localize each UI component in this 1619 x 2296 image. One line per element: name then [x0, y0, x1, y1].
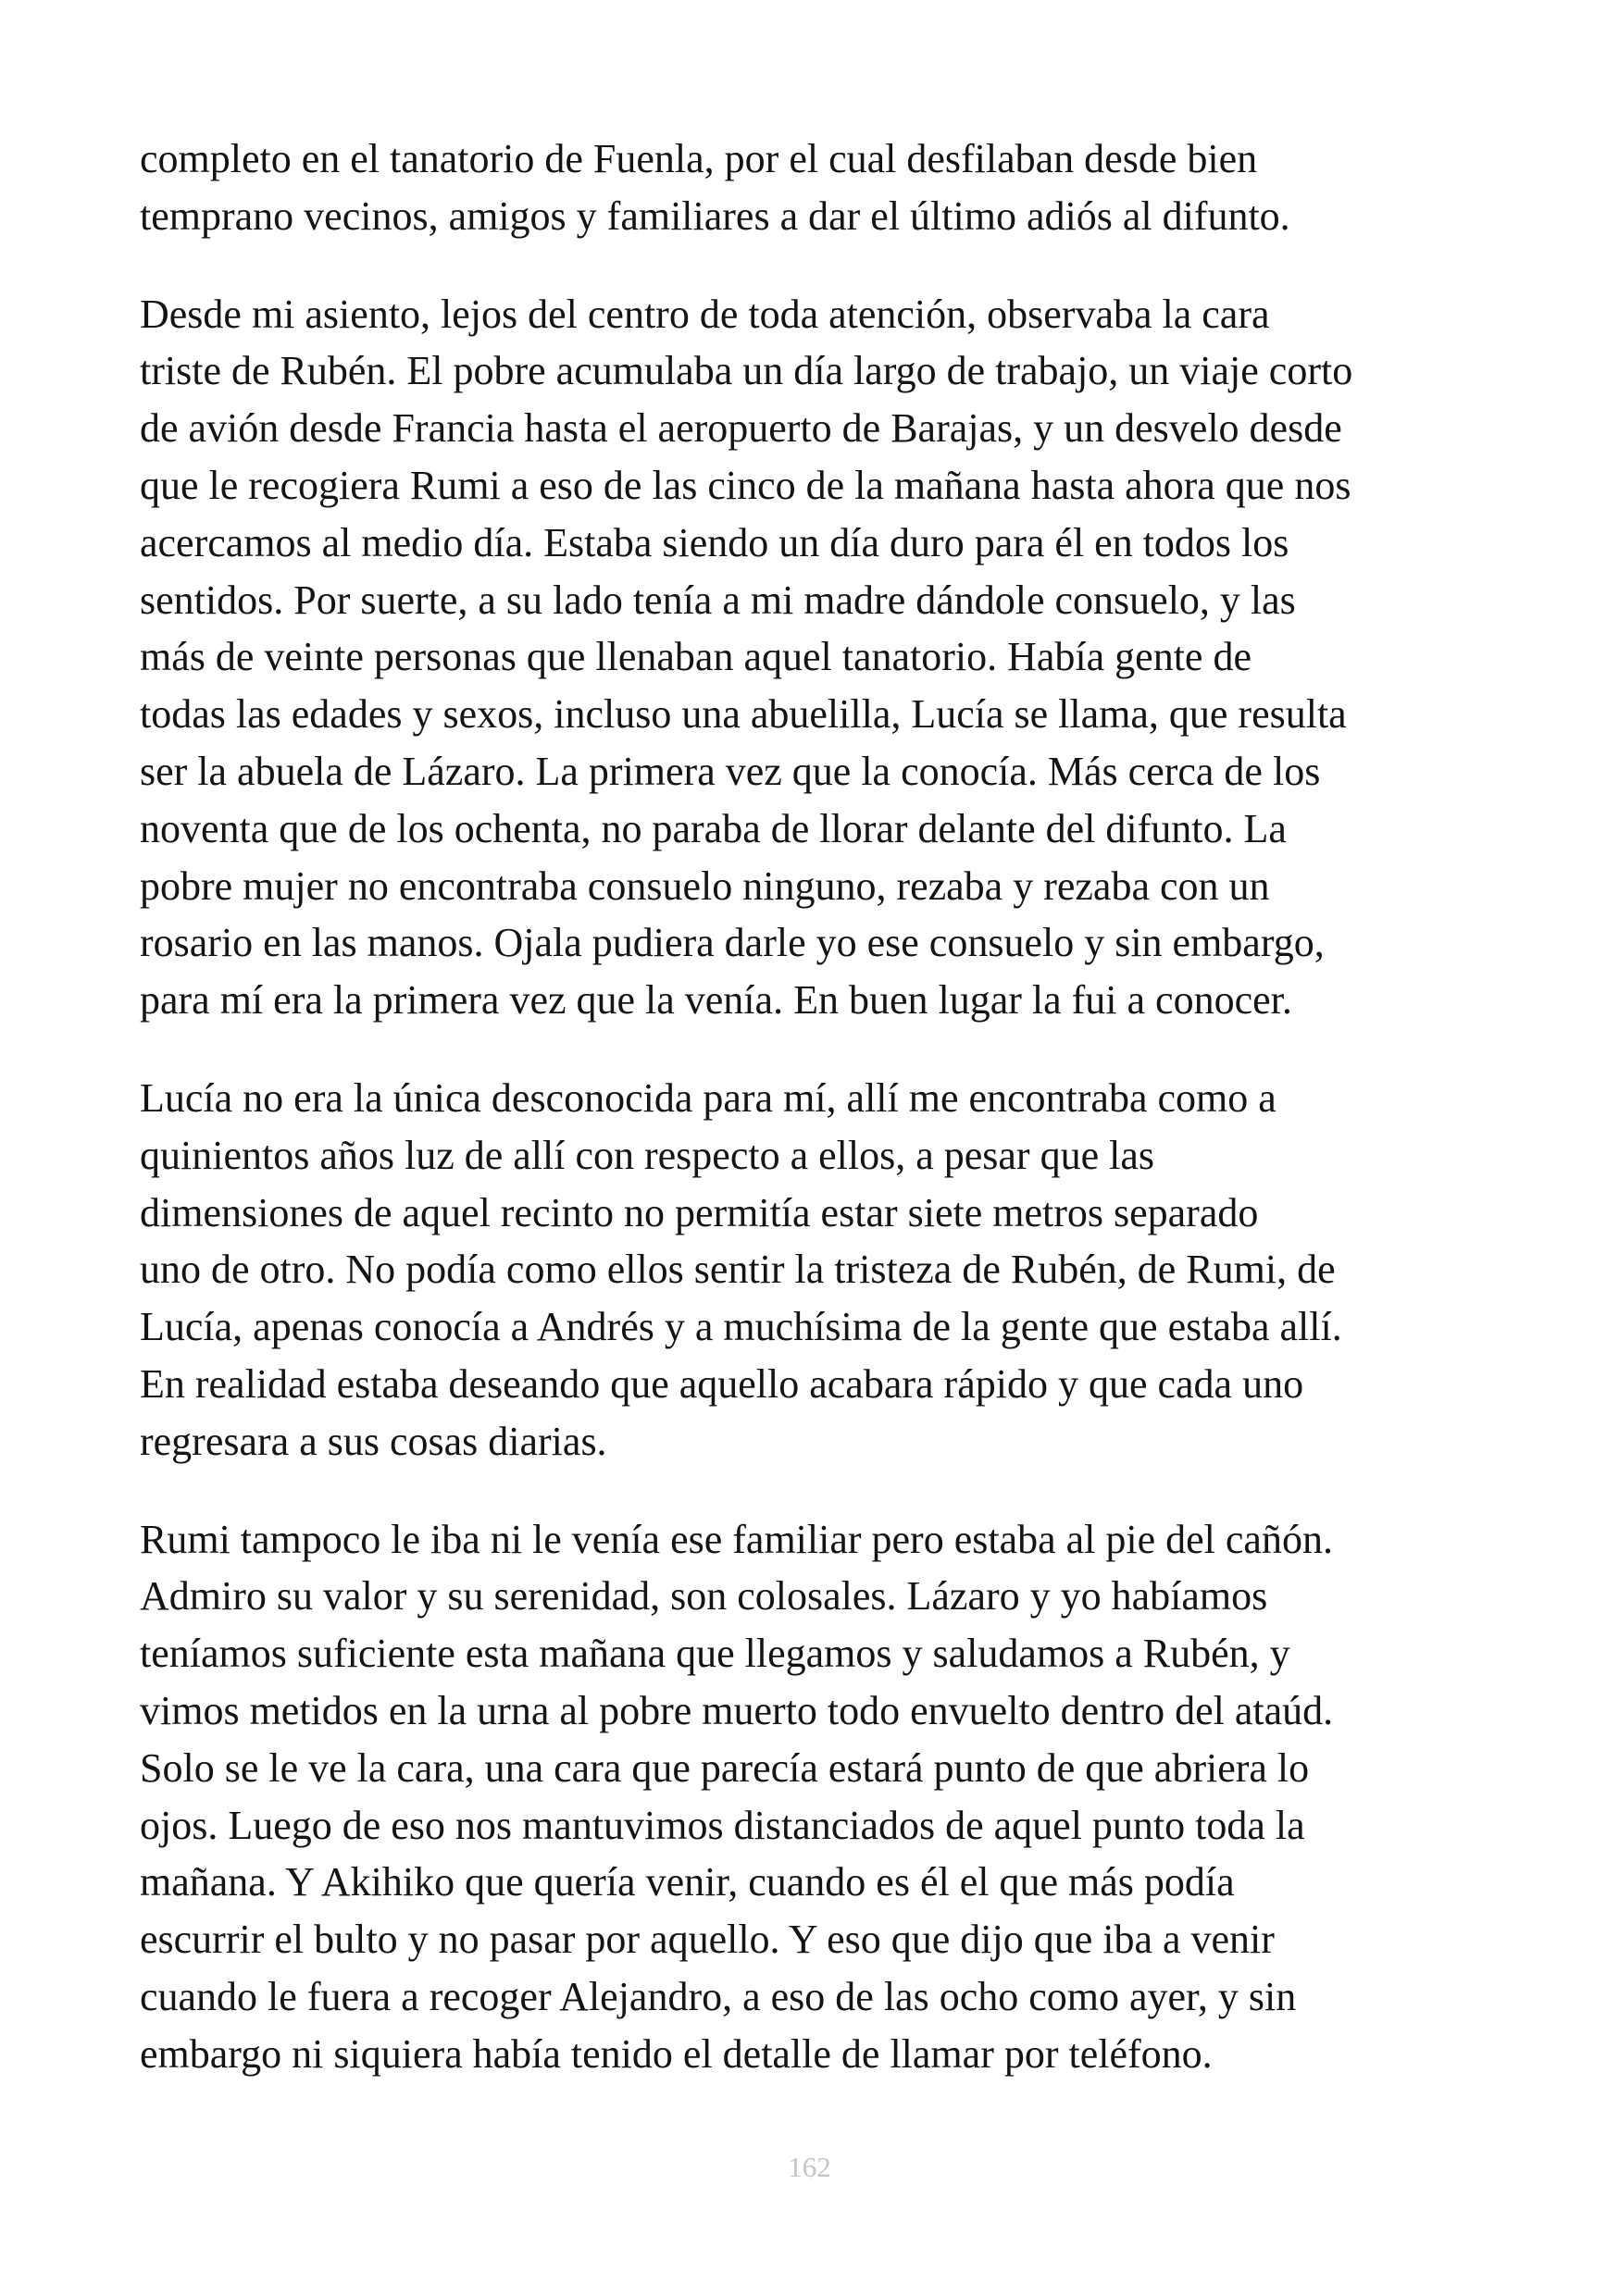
text-line: mañana. Y Akihiko que quería venir, cuando es él el que más podía	[140, 1859, 1235, 1905]
text-line: vimos metidos en la urna al pobre muerto todo envuelto dentro del ataúd.	[140, 1687, 1334, 1733]
text-line: ojos. Luego de eso nos mantuvimos distanciados de aquel punto toda la	[140, 1802, 1305, 1848]
text-line: uno de otro. No podía como ellos sentir la tristeza de Rubén, de Rumi, de	[140, 1247, 1336, 1293]
paragraph-gap	[140, 1029, 1491, 1070]
text-line: que le recogiera Rumi a eso de las cinco de la mañana hasta ahora que nos	[140, 462, 1351, 508]
text-line: dimensiones de aquel recinto no permitía estar siete metros separado	[140, 1189, 1259, 1235]
text-line: completo en el tanatorio de Fuenla, por el cual desfilaban desde bien	[140, 136, 1258, 181]
text-line: pobre mujer no encontraba consuelo ninguno, rezaba y rezaba con un	[140, 863, 1270, 909]
paragraph-3	[140, 1070, 1491, 1471]
paragraph-gap	[140, 1471, 1491, 1511]
paragraph-gap	[140, 245, 1491, 286]
body-text	[140, 130, 1491, 2083]
text-line: embargo ni siquiera había tenido el detalle de llamar por teléfono.	[140, 2030, 1213, 2077]
text-line: sentidos. Por suerte, a su lado tenía a mi madre dándole consuelo, y las	[140, 577, 1296, 623]
text-line: Desde mi asiento, lejos del centro de toda atención, observaba la cara	[140, 291, 1270, 337]
text-line: acercamos al medio día. Estaba siendo un día duro para él en todos los	[140, 519, 1289, 565]
text-line: regresara a sus cosas diarias.	[140, 1418, 607, 1464]
text-line: Admiro su valor y su serenidad, son colosales. Lázaro y yo habíamos	[140, 1573, 1268, 1620]
text-line: Lucía, apenas conocía a Andrés y a muchísima de la gente que estaba allí.	[140, 1304, 1342, 1350]
text-line: triste de Rubén. El pobre acumulaba un día largo de trabajo, un viaje corto	[140, 348, 1353, 394]
text-line: Solo se le ve la cara, una cara que parecía estará punto de que abriera lo	[140, 1744, 1310, 1791]
text-line: Lucía no era la única desconocida para mí, allí me encontraba como a	[140, 1074, 1277, 1121]
page-number: 162	[788, 2151, 831, 2183]
paragraph-4	[140, 1511, 1491, 2083]
paragraph-1	[140, 130, 1491, 245]
text-line: ser la abuela de Lázaro. La primera vez que la conocía. Más cerca de los	[140, 748, 1321, 794]
paragraph-2	[140, 286, 1491, 1029]
text-line: cuando le fuera a recoger Alejandro, a eso de las ocho como ayer, y sin	[140, 1973, 1297, 2019]
text-line: para mí era la primera vez que la venía. En buen lugar la fui a conocer.	[140, 977, 1292, 1024]
text-line: todas las edades y sexos, incluso una abuelilla, Lucía se llama, que resulta	[140, 691, 1347, 738]
text-line: quinientos años luz de allí con respecto a ellos, a pesar que las	[140, 1132, 1154, 1178]
text-line: temprano vecinos, amigos y familiares a dar el último adiós al difunto.	[140, 192, 1290, 239]
text-line: Rumi tampoco le iba ni le venía ese familiar pero estaba al pie del cañón.	[140, 1516, 1333, 1562]
text-line: teníamos suficiente esta mañana que llegamos y saludamos a Rubén, y	[140, 1631, 1290, 1677]
text-line: más de veinte personas que llenaban aquel tanatorio. Había gente de	[140, 634, 1252, 680]
text-line: En realidad estaba deseando que aquello acabara rápido y que cada uno	[140, 1360, 1304, 1407]
text-line: rosario en las manos. Ojala pudiera darle yo ese consuelo y sin embargo,	[140, 920, 1325, 966]
text-line: noventa que de los ochenta, no paraba de llorar delante del difunto. La	[140, 805, 1287, 851]
text-line: de avión desde Francia hasta el aeropuerto de Barajas, y un desvelo desde	[140, 405, 1342, 452]
text-line: escurrir el bulto y no pasar por aquello. Y eso que dijo que iba a venir	[140, 1917, 1275, 1963]
